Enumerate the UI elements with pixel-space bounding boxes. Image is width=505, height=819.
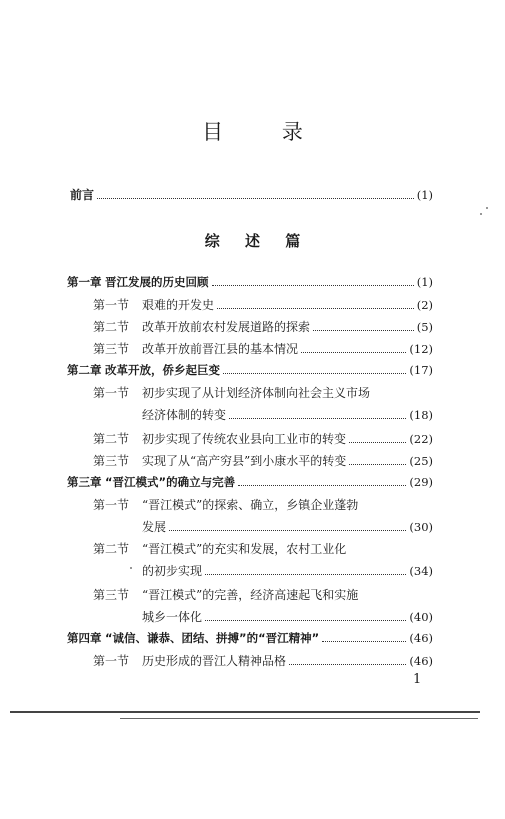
page-title: 目 录 bbox=[202, 120, 329, 144]
dot-leader bbox=[229, 418, 406, 419]
toc-page: (12) bbox=[409, 342, 433, 356]
dot-leader bbox=[205, 620, 406, 621]
toc-label: 第三章 bbox=[67, 475, 102, 489]
toc-page: (17) bbox=[409, 363, 433, 377]
toc-label: 第二节 bbox=[93, 432, 130, 446]
toc-section-continuation bbox=[142, 406, 433, 423]
toc-text-continued: 经济体制的转变 bbox=[142, 408, 227, 422]
toc-label: 第二节 bbox=[93, 542, 130, 556]
dot-leader bbox=[223, 373, 406, 374]
dot-leader bbox=[238, 485, 406, 486]
dot-leader bbox=[322, 641, 406, 642]
toc-text-continued: 城乡一体化 bbox=[142, 610, 203, 624]
toc-section-row bbox=[93, 430, 433, 447]
toc-page: (46) bbox=[409, 654, 433, 668]
toc-text-continued: 发展 bbox=[142, 520, 167, 534]
toc-label: 第二章 bbox=[67, 363, 102, 377]
toc-preface-row bbox=[70, 186, 433, 203]
toc-label: 第四章 bbox=[67, 631, 102, 645]
toc-page: (40) bbox=[409, 610, 433, 624]
toc-text: 初步实现了从计划经济体制向社会主义市场 bbox=[142, 386, 371, 400]
dot-leader bbox=[289, 664, 406, 665]
section-heading: 综 述 篇 bbox=[204, 232, 311, 250]
scan-speck bbox=[480, 213, 482, 215]
toc-label: 第三节 bbox=[93, 588, 130, 602]
toc-section-row bbox=[93, 296, 433, 313]
toc-label: 第三节 bbox=[93, 342, 130, 356]
toc-text: 改革开放前农村发展道路的探索 bbox=[142, 320, 311, 334]
toc-page: (46) bbox=[409, 631, 433, 645]
toc-text: 初步实现了传统农业县向工业市的转变 bbox=[142, 432, 347, 446]
scan-speck bbox=[486, 207, 488, 209]
dot-leader bbox=[313, 330, 414, 331]
dot-leader bbox=[169, 530, 406, 531]
dot-leader bbox=[212, 285, 414, 286]
toc-page: (25) bbox=[409, 454, 433, 468]
toc-text: 实现了从“高产穷县”到小康水平的转变 bbox=[142, 454, 347, 468]
toc-section-row bbox=[93, 452, 433, 469]
dot-leader bbox=[97, 198, 414, 199]
toc-label: 第二节 bbox=[93, 320, 130, 334]
toc-chapter-row bbox=[67, 630, 433, 646]
toc-text: 艰难的开发史 bbox=[142, 298, 215, 312]
toc-page: (5) bbox=[416, 320, 433, 334]
toc-label: 第一章 bbox=[67, 275, 102, 289]
toc-section-continuation bbox=[142, 562, 433, 579]
toc-text: 历史形成的晋江人精神品格 bbox=[142, 654, 287, 668]
toc-text: 改革开放，侨乡起巨变 bbox=[105, 363, 220, 377]
toc-text: “诚信、谦恭、团结、拼搏”的“晋江精神” bbox=[105, 631, 320, 645]
toc-text: 改革开放前晋江县的基本情况 bbox=[142, 342, 299, 356]
toc-page: (1) bbox=[416, 188, 433, 202]
dot-leader bbox=[217, 308, 414, 309]
toc-page: (18) bbox=[409, 408, 433, 422]
toc-section-row bbox=[93, 318, 433, 335]
toc-section-continuation bbox=[142, 608, 433, 625]
toc-page: (22) bbox=[409, 432, 433, 446]
toc-text: “晋江模式”的充实和发展，农村工业化 bbox=[142, 542, 347, 556]
dot-leader bbox=[205, 574, 406, 575]
toc-page: (1) bbox=[416, 275, 433, 289]
toc-label: 第一节 bbox=[93, 498, 130, 512]
toc-text: “晋江模式”的确立与完善 bbox=[105, 475, 236, 489]
toc-label: 第三节 bbox=[93, 454, 130, 468]
toc-text: 晋江发展的历史回顾 bbox=[105, 275, 209, 289]
toc-text: “晋江模式”的完善，经济高速起飞和实施 bbox=[142, 588, 359, 602]
toc-label: 第一节 bbox=[93, 298, 130, 312]
toc-text: “晋江模式”的探索、确立，乡镇企业蓬勃 bbox=[142, 498, 359, 512]
toc-page: (2) bbox=[416, 298, 433, 312]
scan-speck bbox=[130, 567, 132, 569]
toc-label: 前言 bbox=[70, 188, 95, 202]
toc-label: 第一节 bbox=[93, 386, 130, 400]
dot-leader bbox=[349, 442, 406, 443]
toc-section-row bbox=[93, 540, 346, 557]
toc-text-continued: 的初步实现 bbox=[142, 564, 203, 578]
bottom-rule bbox=[10, 711, 480, 713]
toc-page: (29) bbox=[409, 475, 433, 489]
toc-label: 第一节 bbox=[93, 654, 130, 668]
toc-chapter-row bbox=[67, 274, 433, 290]
toc-section-row bbox=[93, 340, 433, 357]
toc-chapter-row bbox=[67, 474, 433, 490]
toc-section-row bbox=[93, 586, 358, 603]
dot-leader bbox=[349, 464, 406, 465]
toc-section-row bbox=[93, 652, 433, 669]
toc-section-continuation bbox=[142, 518, 433, 535]
toc-section-row bbox=[93, 384, 370, 401]
toc-page: (34) bbox=[409, 564, 433, 578]
page-number: 1 bbox=[413, 672, 422, 687]
toc-section-row bbox=[93, 496, 358, 513]
dot-leader bbox=[301, 352, 406, 353]
bottom-rule bbox=[120, 718, 478, 719]
toc-page: (30) bbox=[409, 520, 433, 534]
toc-chapter-row bbox=[67, 362, 433, 378]
